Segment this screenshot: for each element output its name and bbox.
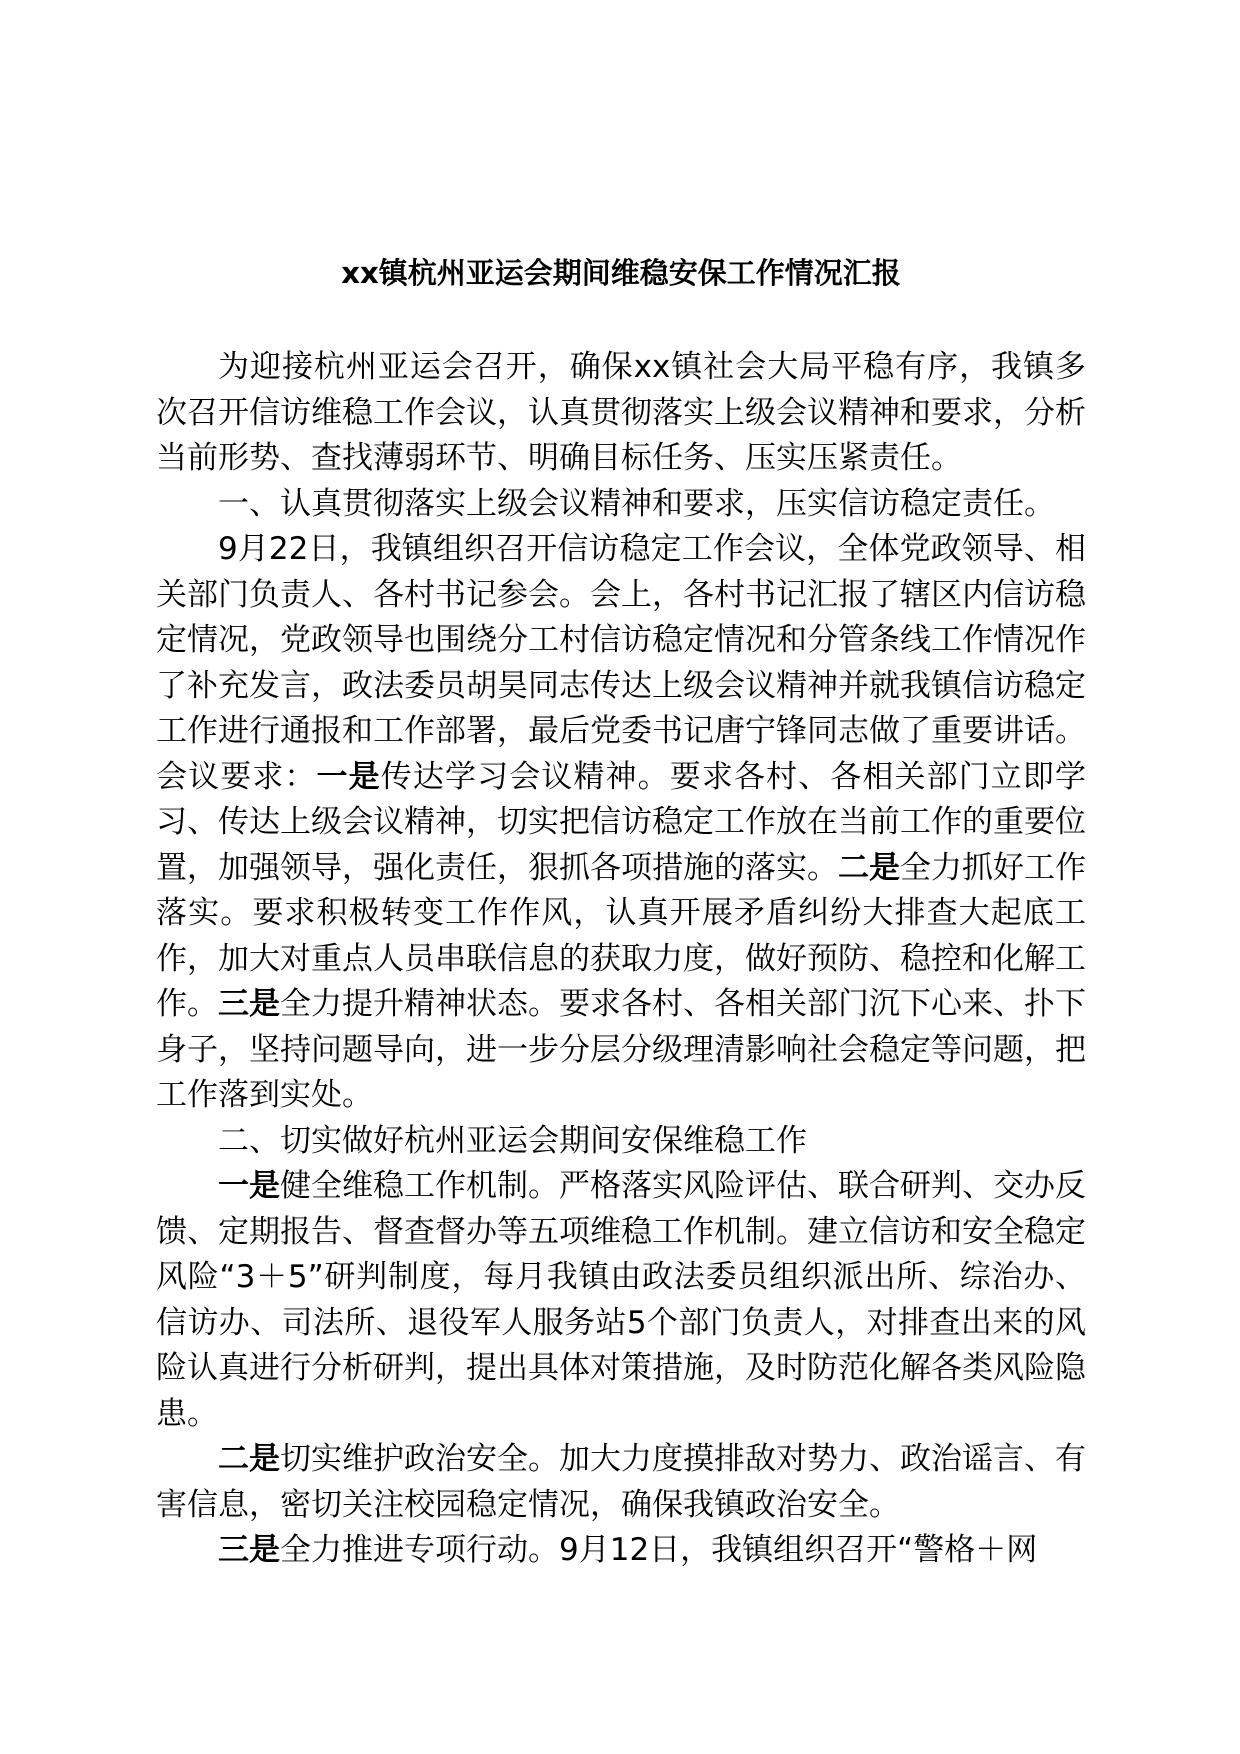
section2-item3-label: 三是 <box>218 1532 280 1568</box>
section1-heading: 一、认真贯彻落实上级会议精神和要求，压实信访稳定责任。 <box>218 485 1055 522</box>
section1-text-intro: 9月22日，我镇组织召开信访稳定工作会议，全体党政领导、相关部门负责人、各村书记参会。会上，各村书记汇报了辖区内信访稳定情况，党政领导也围绕分工村信访稳定情况和分管条线工作情况作了补充发言，政法委员胡昊同志传达上级会议精神并就我镇信访稳定工作进行通报和工作部署，最后党委书记唐宁锋同志做了重要讲话。会议要求： <box>156 531 1086 795</box>
section2-item1 <box>156 1164 1086 1437</box>
section2-item1-text: 健全维稳工作机制。严格落实风险评估、联合研判、交办反馈、定期报告、督查督办等五项维稳工作机制。建立信访和安全稳定风险“3＋5”研判制度，每月我镇由政法委员组织派出所、综治办、信访办、司法所、退役军人服务站5个部门负责人，对排查出来的风险认真进行分析研判，提出具体对策措施，及时防范化解各类风险隐患。 <box>156 1168 1086 1432</box>
section2-item2-text: 切实维护政治安全。加大力度摸排敌对势力、政治谣言、有害信息，密切关注校园稳定情况，确保我镇政治安全。 <box>156 1441 1086 1523</box>
section2-item3 <box>156 1528 1086 1574</box>
document-title: xx镇杭州亚运会期间维稳安保工作情况汇报 <box>341 256 901 290</box>
section2-item3-text: 全力推进专项行动。9月12日，我镇组织召开“警格＋网 <box>280 1532 1038 1568</box>
section1-point3-text: 全力提升精神状态。要求各村、各相关部门沉下心来、扑下身子，坚持问题导向，进一步分层分级理清影响社会稳定等问题，把工作落到实处。 <box>156 986 1086 1113</box>
document-page <box>156 253 1086 1574</box>
section2-heading: 二、切实做好杭州亚运会期间安保维稳工作 <box>218 1122 807 1159</box>
section1-body <box>156 527 1086 1119</box>
intro-paragraph: 为迎接杭州亚运会召开，确保xx镇社会大局平稳有序，我镇多次召开信访维稳工作会议，认真贯彻落实上级会议精神和要求，分析当前形势、查找薄弱环节、明确目标任务、压实压紧责任。 <box>156 349 1086 476</box>
section1-point3-label: 三是 <box>218 986 280 1022</box>
section2-item2 <box>156 1437 1086 1528</box>
section1-point1-text: 传达学习会议精神。要求各村、各相关部门立即学习、传达上级会议精神，切实把信访稳定工作放在当前工作的重要位置，加强领导，强化责任，狠抓各项措施的落实。 <box>156 758 1087 886</box>
section2-item2-label: 二是 <box>218 1441 280 1477</box>
section1-point2-label: 二是 <box>838 849 900 886</box>
section2-item1-label: 一是 <box>218 1168 280 1204</box>
section1-point1-label: 一是 <box>316 758 381 795</box>
section1-point2-text: 全力抓好工作落实。要求积极转变工作作风，认真开展矛盾纠纷大排查大起底工作，加大对重点人员串联信息的获取力度，做好预防、稳控和化解工作。 <box>156 849 1086 1022</box>
